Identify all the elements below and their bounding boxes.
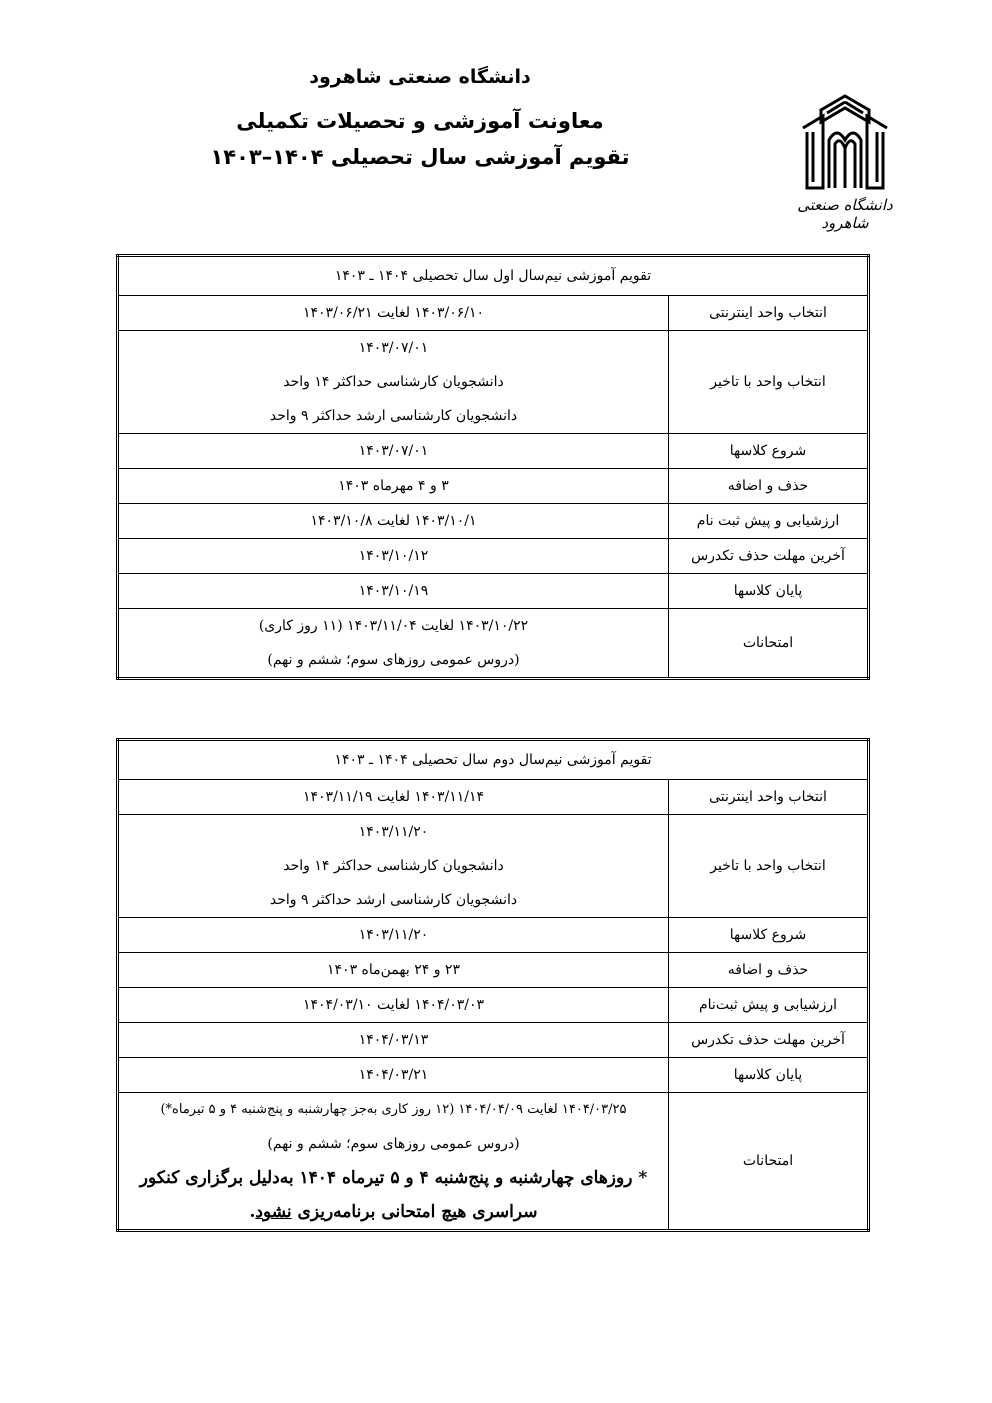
value-line: ۱۴۰۴/۰۳/۱۳ — [358, 1032, 429, 1048]
value-line: (دروس عمومی روزهای سوم؛ ششم و نهم) — [267, 1136, 520, 1152]
value-line: ۱۴۰۳/۱۰/۱۲ — [358, 548, 429, 564]
row-value — [118, 504, 669, 539]
value-line: دانشجویان کارشناسی حداکثر ۱۴ واحد — [283, 374, 504, 390]
exam-note-line: * روزهای چهارشنبه و پنج‌شنبه ۴ و ۵ تیرماه ۱۴۰۴ به‌دلیل برگزاری کنکور — [139, 1168, 648, 1188]
value-line: ۱۴۰۳/۱۰/۱۹ — [358, 583, 429, 599]
value-line: دانشجویان کارشناسی حداکثر ۱۴ واحد — [283, 858, 504, 874]
row-label: پایان کلاسها — [669, 574, 869, 609]
university-emblem-icon — [799, 92, 891, 192]
value-line: ۱۴۰۳/۰۷/۰۱ — [358, 340, 429, 356]
semester2-title: تقویم آموزشی نیم‌سال دوم سال تحصیلی ۱۴۰۴ ـ ۱۴۰۳ — [118, 740, 869, 780]
row-label: انتخاب واحد با تاخیر — [669, 815, 869, 918]
row-label: امتحانات — [669, 609, 869, 679]
row-value — [118, 469, 669, 504]
table-row — [118, 953, 869, 988]
table-row — [118, 988, 869, 1023]
value-line: ۲۳ و ۲۴ بهمن‌ماه ۱۴۰۳ — [327, 962, 460, 978]
semester2-calendar-table — [116, 738, 870, 1232]
row-value — [118, 331, 669, 434]
row-label: انتخاب واحد با تاخیر — [669, 331, 869, 434]
table-row — [118, 780, 869, 815]
row-label: انتخاب واحد اینترنتی — [669, 780, 869, 815]
table-row — [118, 918, 869, 953]
row-label: شروع کلاسها — [669, 918, 869, 953]
table-row — [118, 574, 869, 609]
note-underlined-text: نشود — [255, 1202, 292, 1222]
row-value — [118, 918, 669, 953]
table-title-row — [118, 740, 869, 780]
row-value — [118, 539, 669, 574]
row-value — [118, 296, 669, 331]
row-label: ارزشیابی و پیش ثبت نام — [669, 504, 869, 539]
university-logo — [790, 92, 900, 232]
value-line: ۱۴۰۳/۱۱/۲۰ — [358, 824, 429, 840]
table-row — [118, 815, 869, 918]
value-line: ۱۴۰۴/۰۳/۰۳ لغایت ۱۴۰۴/۰۳/۱۰ — [302, 997, 485, 1013]
logo-signature: دانشگاه صنعتی شاهرود — [797, 196, 893, 232]
row-value — [118, 1058, 669, 1093]
row-value — [118, 574, 669, 609]
value-line: ۳ و ۴ مهرماه ۱۴۰۳ — [338, 478, 449, 494]
row-value — [118, 815, 669, 918]
exam-note-line — [125, 1195, 662, 1229]
table-row — [118, 1023, 869, 1058]
table-row — [118, 469, 869, 504]
table-row — [118, 296, 869, 331]
value-line: ۱۴۰۳/۱۱/۲۰ — [358, 927, 429, 943]
value-line: دانشجویان کارشناسی ارشد حداکثر ۹ واحد — [269, 408, 518, 424]
value-line: ۱۴۰۴/۰۳/۲۱ — [358, 1067, 429, 1083]
table-row — [118, 1093, 869, 1231]
table-row — [118, 331, 869, 434]
note-end: . — [249, 1202, 256, 1222]
table-row — [118, 434, 869, 469]
row-value — [118, 780, 669, 815]
department-name: معاونت آموزشی و تحصیلات تکمیلی — [236, 109, 604, 133]
row-label: حذف و اضافه — [669, 953, 869, 988]
table-title-row — [118, 256, 869, 296]
row-label: ارزشیابی و پیش ثبت‌نام — [669, 988, 869, 1023]
table-row — [118, 609, 869, 679]
calendar-title: تقویم آموزشی سال تحصیلی ۱۴۰۴–۱۴۰۳ — [210, 145, 630, 169]
table-row — [118, 1058, 869, 1093]
value-line: (دروس عمومی روزهای سوم؛ ششم و نهم) — [267, 652, 520, 668]
row-label: پایان کلاسها — [669, 1058, 869, 1093]
row-label: امتحانات — [669, 1093, 869, 1231]
value-line: ۱۴۰۳/۰۶/۱۰ لغایت ۱۴۰۳/۰۶/۲۱ — [302, 305, 485, 321]
value-line: ۱۴۰۳/۱۰/۱ لغایت ۱۴۰۳/۱۰/۸ — [310, 513, 477, 529]
row-label: آخرین مهلت حذف تکدرس — [669, 539, 869, 574]
value-line: ۱۴۰۳/۰۷/۰۱ — [358, 443, 429, 459]
row-value — [118, 434, 669, 469]
value-line: دانشجویان کارشناسی ارشد حداکثر ۹ واحد — [269, 892, 518, 908]
value-line: ۱۴۰۳/۱۱/۱۴ لغایت ۱۴۰۳/۱۱/۱۹ — [302, 789, 485, 805]
value-line: ۱۴۰۴/۰۳/۲۵ لغایت ۱۴۰۴/۰۴/۰۹ (۱۲ روز کاری به‌جز چهارشنبه و پنج‌شنبه ۴ و ۵ تیرماه*) — [160, 1102, 627, 1117]
row-label: حذف و اضافه — [669, 469, 869, 504]
university-name: دانشگاه صنعتی شاهرود — [309, 66, 531, 88]
value-line: ۱۴۰۳/۱۰/۲۲ لغایت ۱۴۰۳/۱۱/۰۴ (۱۱ روز کاری) — [258, 618, 529, 634]
row-value — [118, 1023, 669, 1058]
table-row — [118, 539, 869, 574]
table-row — [118, 504, 869, 539]
row-label: شروع کلاسها — [669, 434, 869, 469]
row-value — [118, 988, 669, 1023]
semester1-title: تقویم آموزشی نیم‌سال اول سال تحصیلی ۱۴۰۴ ـ ۱۴۰۳ — [118, 256, 869, 296]
row-label: انتخاب واحد اینترنتی — [669, 296, 869, 331]
note-text: سراسری هیچ امتحانی برنامه‌ریزی — [291, 1202, 538, 1222]
row-value — [118, 1093, 669, 1231]
row-value — [118, 953, 669, 988]
row-label: آخرین مهلت حذف تکدرس — [669, 1023, 869, 1058]
semester1-calendar-table — [116, 254, 870, 680]
document-header — [160, 62, 680, 172]
row-value — [118, 609, 669, 679]
